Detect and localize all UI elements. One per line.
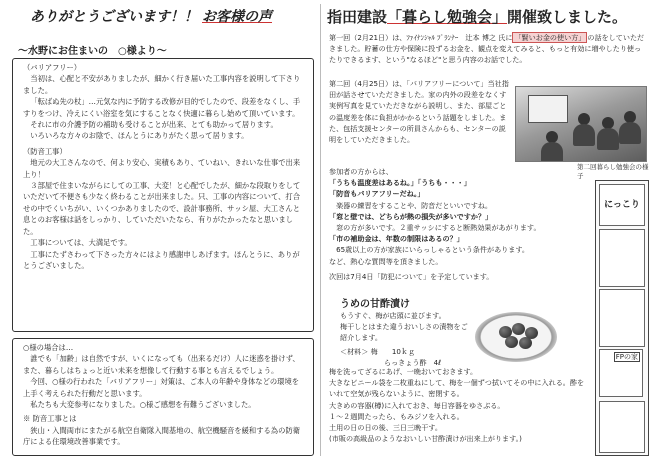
session2-text: 第二回（4月25日）は、「バリアフリーについて」当社指田が話させていただきました。家の内外の段差をなくす実例写真を見ていただきながら説明し、また、部屋ごとの温度差を体に負担がかかるという話題をしました。また、包括支援センターの所員さんからも、センターの説明をしていただきました。 — [329, 79, 509, 145]
session-photo — [515, 86, 647, 162]
comic-strip — [595, 180, 649, 456]
comment-paragraph: いろいろな方々のお陰で、ほんとうにありがたく思って居ります。 — [30, 131, 249, 141]
customer-voice-column — [0, 0, 318, 459]
recipe-title: うめの甘酢漬け — [340, 299, 410, 310]
recipe-steps: 梅を洗ってざるにあげ、一晩おいておきます。 大きなビニール袋を二枚重ねにして、梅を一個ずつ拭いてその中に入れる。酢をいれて空気が残らないように、密閉する。 大きめの容器(樽)に入れておき、毎日容器をゆさぶる。 １～２週間たったら、もみジソを入れる。 土用の日の日の後、三日三晩干す。 (市販の高級品のようなおいしい甘酢漬けが出来上がります。) — [329, 367, 585, 444]
comment-paragraph: 工事にたずさわって下さった方々にはより感謝申しあげます。ほんとうに、ありがとうございました。 — [23, 249, 300, 270]
recipe-intro: もうすぐ、梅が店頭に並びます。 梅干しとはまた違うおいしさの漬物をご紹介します。 ＜材料＞ 梅 10ｋｇ らっきょう酢 4ℓ — [340, 311, 468, 367]
money-topic-highlight: 「賢いお金の使い方」 — [514, 33, 586, 42]
session-title: 指田建設「暮らし勉強会」開催致しました。 — [327, 8, 628, 26]
photo-caption: 第二回暮らし勉強会の様子 — [577, 163, 649, 180]
column-divider — [320, 4, 321, 456]
comment-paragraph: 「転ばぬ先の杖」…元気な内に予防する改修が目的でしたので、段差をなくし、手すりをつけ、冷えにくい浴室を気にすることなく快適に暮らし始めて頂いています。 — [23, 97, 301, 118]
comment-paragraph: 当初は、心配と不安がありましたが、細かく行き届いた工事内容を説明して下さりました。 — [23, 74, 301, 95]
comment-paragraph: 工事については、大満足です。 — [30, 238, 132, 248]
comic-sign: FPの家 — [615, 353, 638, 361]
customer-comment-box — [12, 58, 314, 332]
next-session-note: 次回は7月4日「防犯について」を予定しています。 — [329, 271, 494, 281]
barrierfree-heading: （バリアフリー） — [23, 63, 82, 72]
umeboshi-plate — [475, 312, 557, 362]
comment-paragraph: それに市の介護予防の補助も受けることが出来、とても助かって居ります。 — [30, 120, 278, 130]
note-heading: ※ 防音工事とは — [23, 414, 77, 424]
soundproof-heading: （防音工事） — [23, 146, 67, 156]
customer-subtitle: ～水野にお住まいの ○様より～ — [18, 46, 167, 57]
staff-paragraph: 誰でも「加齢」は自然ですが、いくになっても（出来るだけ）人に迷惑を掛けず、また、暮らしはちょっと近い未来を想像して行動する事とも言えるでしょう。 — [23, 354, 300, 375]
participant-voices: 参加者の方からは、 「うちも温度差はあるね。」「うちも・・・」 「防音もバリアフリーだね。」 楽器の練習をすることや、防音だといいですね。 「窓と壁では、どちらが熱の損失が多いですか？」 窓の方が多いです。２重サッシにすると断熱効果があがります。 「市の補助金は、年数の制限はあるの？」 65歳以上の方が家族にいらっしゃるという条件があります。 など、熱心な質問等を頂きました。 次回は7月4日「防犯について」を予定しています。 — [329, 166, 591, 282]
case-heading: ○様の場合は… — [23, 343, 74, 352]
staff-paragraph: 私たちも大変参考になりました。○様ご感想を有難うございました。 — [30, 400, 256, 410]
note-text: 狭山・入間両市にまたがる航空自衛隊入間基地の、航空機騒音を緩和する為の防衛庁による住環境改善事業です。 — [23, 425, 300, 447]
comment-paragraph: 地元の大工さんなので、何より安心、実積もあり、ていねい、きれいな仕事で出来上り！ — [23, 158, 301, 179]
projector-screen — [528, 95, 568, 123]
thanks-title: ありがとうございます！！ お客様の声 — [30, 9, 272, 25]
comic-title: にっこり — [599, 184, 645, 226]
comment-paragraph: ３部屋で住まいながらにしての工事、大変！と心配でしたが、細かな段取りをしていただいて不便さも少なく終わることが出来ました。只、工事の内容について、打合せの中でくいちがい、いくつかありましたので、設計事務所、サッシ屋、大工さんと息とのお客様は話をしっかり、していただいたなら、有りがたかったなと思いました。 — [23, 181, 301, 236]
session1-text: 第一回（2月21日）は、ﾌｧｲﾅﾝｼｬﾙ ﾌﾟﾗﾝﾅｰ 辻本 博之 氏に 「賢いお金の使い方」 の話をしていただきました。貯蓄の仕方や保険に投ずるお金を、観点を変えてみると、もっと有効に増やしたり使ったりできるます、という"なるほど"と思う内容のお話でした。 — [329, 33, 645, 65]
study-session-column — [325, 0, 650, 459]
customer-voice-label: お客様の声 — [202, 9, 272, 25]
staff-paragraph: 今回、○様の行われた「バリアフリー」対策は、ご本人の年齢や身体などの環境を上手く考えられた行動だと思います。 — [23, 377, 300, 398]
staff-comment-box — [12, 338, 314, 456]
